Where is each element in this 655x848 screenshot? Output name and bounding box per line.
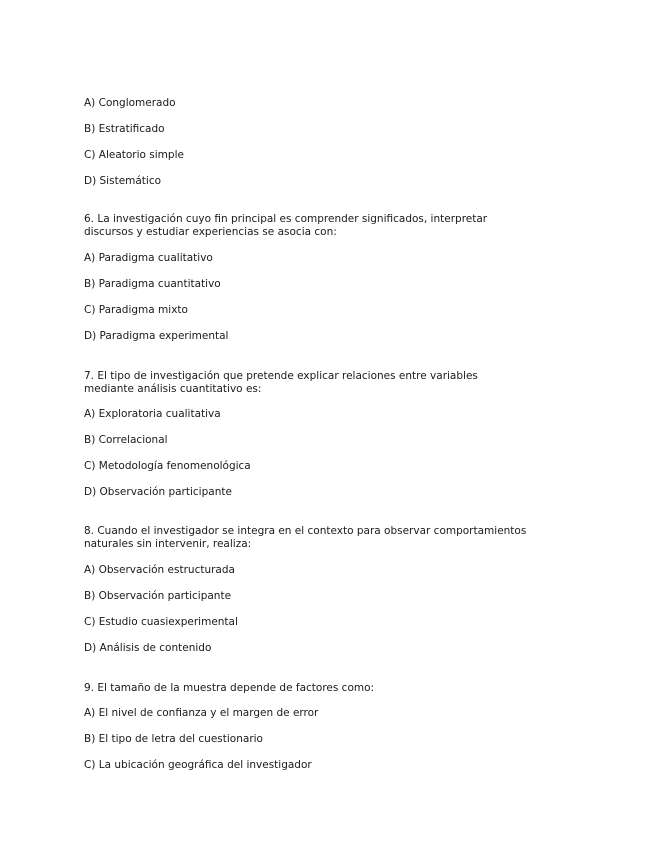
option-c: C) Aleatorio simple bbox=[84, 149, 184, 161]
q8-option-c: C) Estudio cuasiexperimental bbox=[84, 616, 238, 628]
option-b: B) Estratificado bbox=[84, 123, 165, 135]
q9-option-c: C) La ubicación geográfica del investigador bbox=[84, 759, 312, 771]
q8-option-b: B) Observación participante bbox=[84, 590, 232, 602]
question-9-line-1: 9. El tamaño de la muestra depende de factores como: bbox=[84, 682, 375, 694]
q7-option-b: B) Correlacional bbox=[84, 434, 168, 446]
q7-option-c: C) Metodología fenomenológica bbox=[84, 460, 251, 472]
question-8 bbox=[84, 525, 554, 551]
question-6 bbox=[84, 213, 554, 239]
q7-option-d: D) Observación participante bbox=[84, 486, 232, 498]
question-7-line-2: mediante análisis cuantitativo es: bbox=[84, 383, 262, 395]
question-8-line-2: naturales sin intervenir, realiza: bbox=[84, 538, 252, 550]
q9-option-b: B) El tipo de letra del cuestionario bbox=[84, 733, 263, 745]
question-6-line-2: discursos y estudiar experiencias se asocia con: bbox=[84, 226, 337, 238]
q6-option-b: B) Paradigma cuantitativo bbox=[84, 278, 221, 290]
q9-option-a: A) El nivel de confianza y el margen de error bbox=[84, 707, 319, 719]
q6-option-d: D) Paradigma experimental bbox=[84, 330, 229, 342]
question-8-line-1: 8. Cuando el investigador se integra en el contexto para observar comportamientos bbox=[84, 525, 527, 537]
option-a: A) Conglomerado bbox=[84, 97, 176, 109]
q8-option-d: D) Análisis de contenido bbox=[84, 642, 212, 654]
question-9 bbox=[84, 682, 554, 695]
q6-option-c: C) Paradigma mixto bbox=[84, 304, 188, 316]
question-7 bbox=[84, 370, 554, 396]
q6-option-a: A) Paradigma cualitativo bbox=[84, 252, 213, 264]
question-6-line-1: 6. La investigación cuyo fin principal es comprender significados, interpretar bbox=[84, 213, 488, 225]
q8-option-a: A) Observación estructurada bbox=[84, 564, 235, 576]
option-d: D) Sistemático bbox=[84, 175, 162, 187]
question-7-line-1: 7. El tipo de investigación que pretende explicar relaciones entre variables bbox=[84, 370, 478, 382]
q7-option-a: A) Exploratoria cualitativa bbox=[84, 408, 221, 420]
